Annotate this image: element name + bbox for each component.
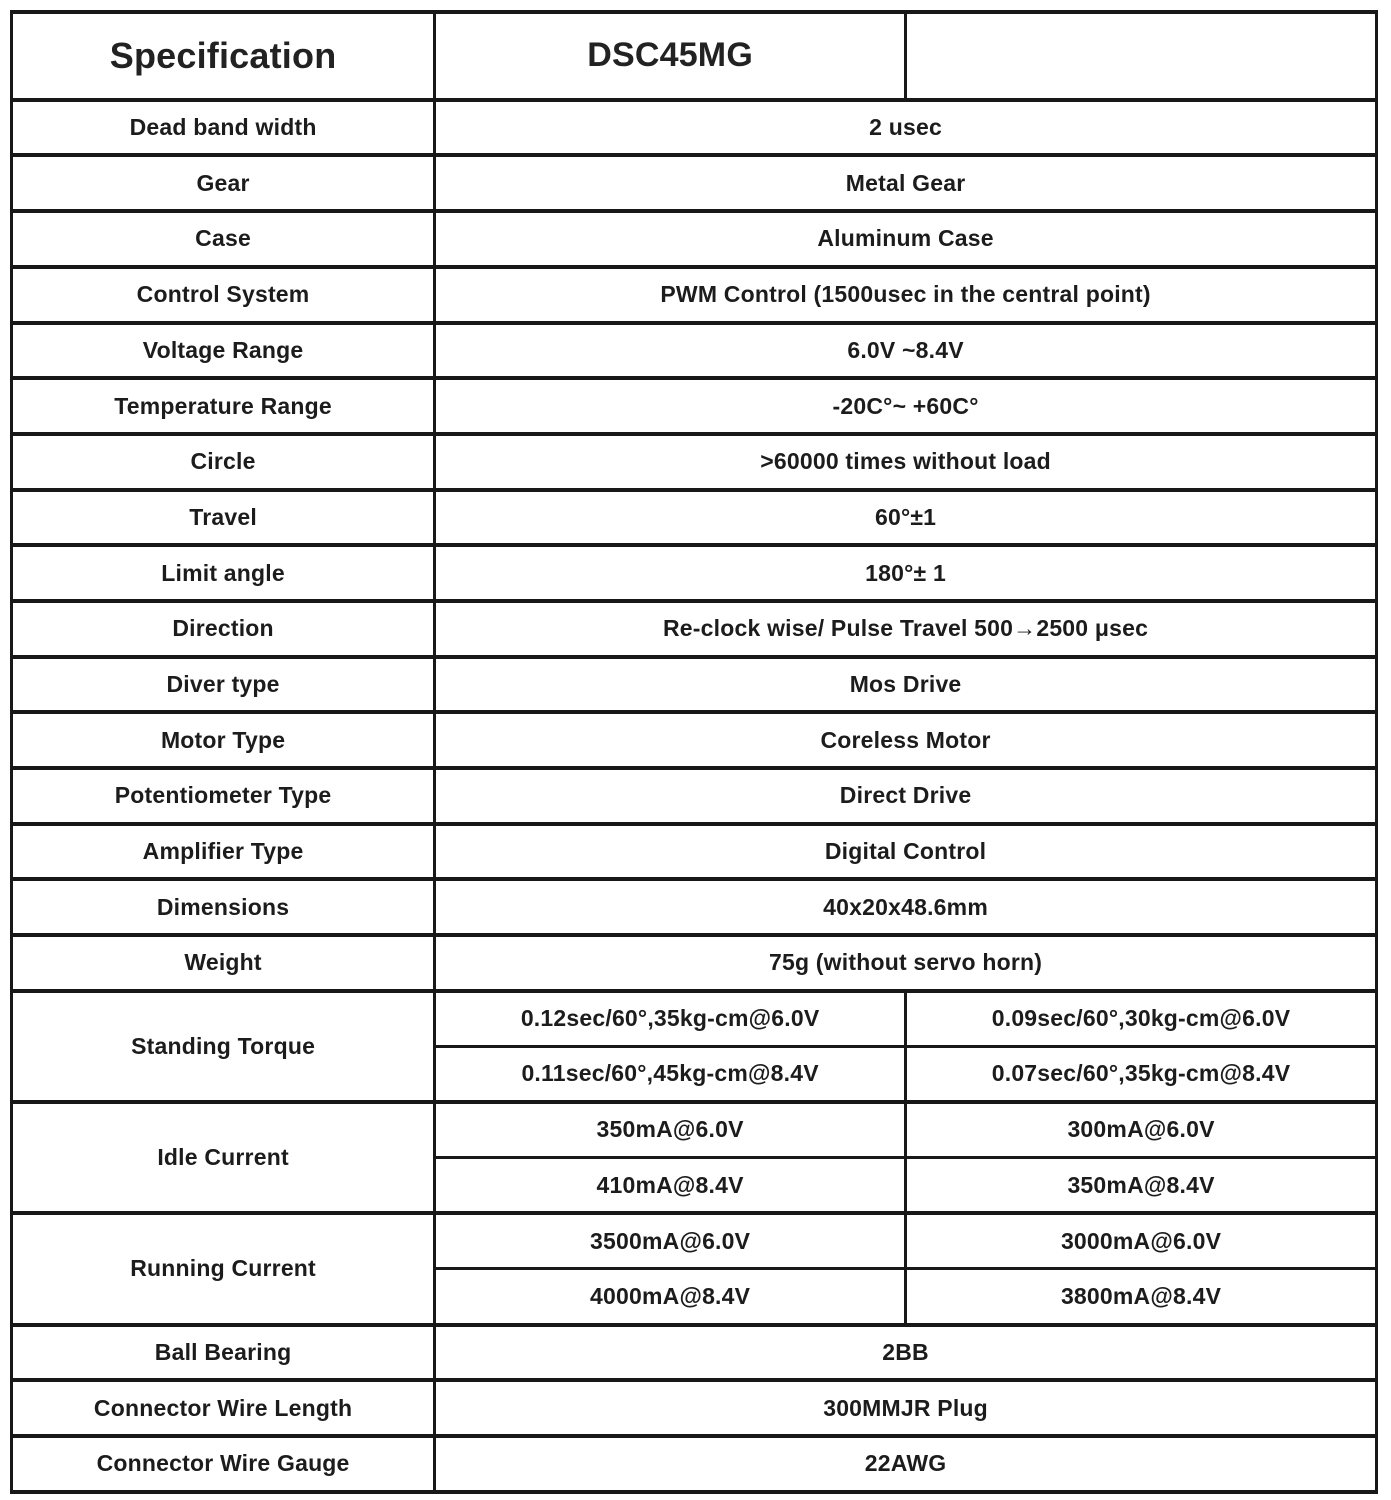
idle-current-cell: 350mA@8.4V (906, 1158, 1377, 1214)
table-row (12, 490, 1377, 546)
running-current-cell: 3000mA@6.0V (906, 1213, 1377, 1269)
row-value-motor-type: Coreless Motor (435, 712, 1377, 768)
row-value-amplifier-type: Digital Control (435, 824, 1377, 880)
standing-torque-cell: 0.09sec/60°,30kg-cm@6.0V (906, 991, 1377, 1047)
row-label-running-current: Running Current (12, 1213, 435, 1324)
specification-table (10, 10, 1378, 1494)
row-label: Voltage Range (12, 323, 435, 379)
row-label: Connector Wire Gauge (12, 1436, 435, 1492)
row-value: Re-clock wise/ Pulse Travel 500→2500 μsec (435, 601, 1377, 657)
table-row (12, 768, 1377, 824)
row-label-idle-current: Idle Current (12, 1102, 435, 1213)
row-label: Limit angle (12, 545, 435, 601)
row-value: Aluminum Case (435, 211, 1377, 267)
idle-current-cell: 410mA@8.4V (435, 1158, 906, 1214)
row-value: >60000 times without load (435, 434, 1377, 490)
row-label-standing-torque: Standing Torque (12, 991, 435, 1102)
table-row (12, 1436, 1377, 1492)
table-row (12, 155, 1377, 211)
row-label: Temperature Range (12, 378, 435, 434)
header-empty-cell (906, 12, 1377, 100)
row-value: Direct Drive (435, 768, 1377, 824)
table-row (12, 267, 1377, 323)
standing-torque-cell: 0.07sec/60°,35kg-cm@8.4V (906, 1046, 1377, 1102)
table-header-row (12, 12, 1377, 100)
row-label: Gear (12, 155, 435, 211)
row-value: 60°±1 (435, 490, 1377, 546)
row-value: 2 usec (435, 100, 1377, 156)
row-label: Ball Bearing (12, 1325, 435, 1381)
row-value-voltage-range: 6.0V ~8.4V (435, 323, 1377, 379)
row-label: Travel (12, 490, 435, 546)
idle-current-cell: 300mA@6.0V (906, 1102, 1377, 1158)
table-row (12, 545, 1377, 601)
row-value: 2BB (435, 1325, 1377, 1381)
row-label: Case (12, 211, 435, 267)
table-row (12, 657, 1377, 713)
row-label: Control System (12, 267, 435, 323)
table-row (12, 378, 1377, 434)
standing-torque-cell: 0.11sec/60°,45kg-cm@8.4V (435, 1046, 906, 1102)
running-current-cell: 3500mA@6.0V (435, 1213, 906, 1269)
running-current-cell: 4000mA@8.4V (435, 1269, 906, 1325)
header-specification: Specification (12, 12, 435, 100)
standing-torque-cell: 0.12sec/60°,35kg-cm@6.0V (435, 991, 906, 1047)
row-value: 75g (without servo horn) (435, 935, 1377, 991)
table-row (12, 100, 1377, 156)
row-value: -20C°~ +60C° (435, 378, 1377, 434)
row-value: 40x20x48.6mm (435, 879, 1377, 935)
row-value: 300MMJR Plug (435, 1380, 1377, 1436)
idle-current-cell: 350mA@6.0V (435, 1102, 906, 1158)
row-label: Amplifier Type (12, 824, 435, 880)
table-row (12, 1325, 1377, 1381)
table-row (12, 824, 1377, 880)
table-row (12, 1380, 1377, 1436)
row-label: Diver type (12, 657, 435, 713)
table-row (12, 211, 1377, 267)
row-label: Dimensions (12, 879, 435, 935)
row-value: Mos Drive (435, 657, 1377, 713)
row-label: Motor Type (12, 712, 435, 768)
row-value: 180°± 1 (435, 545, 1377, 601)
row-label: Direction (12, 601, 435, 657)
idle-current-row-1 (12, 1102, 1377, 1158)
row-value: 22AWG (435, 1436, 1377, 1492)
row-label: Dead band width (12, 100, 435, 156)
header-model: DSC45MG (435, 12, 906, 100)
table-row (12, 434, 1377, 490)
table-row (12, 712, 1377, 768)
table-row (12, 323, 1377, 379)
row-value: Metal Gear (435, 155, 1377, 211)
table-row (12, 601, 1377, 657)
row-label: Potentiometer Type (12, 768, 435, 824)
running-current-cell: 3800mA@8.4V (906, 1269, 1377, 1325)
row-label: Weight (12, 935, 435, 991)
table-row (12, 935, 1377, 991)
specification-table-container (10, 10, 1378, 1494)
standing-torque-row-1 (12, 991, 1377, 1047)
table-row (12, 879, 1377, 935)
running-current-row-1 (12, 1213, 1377, 1269)
row-value: PWM Control (1500usec in the central point) (435, 267, 1377, 323)
row-label: Circle (12, 434, 435, 490)
row-label: Connector Wire Length (12, 1380, 435, 1436)
